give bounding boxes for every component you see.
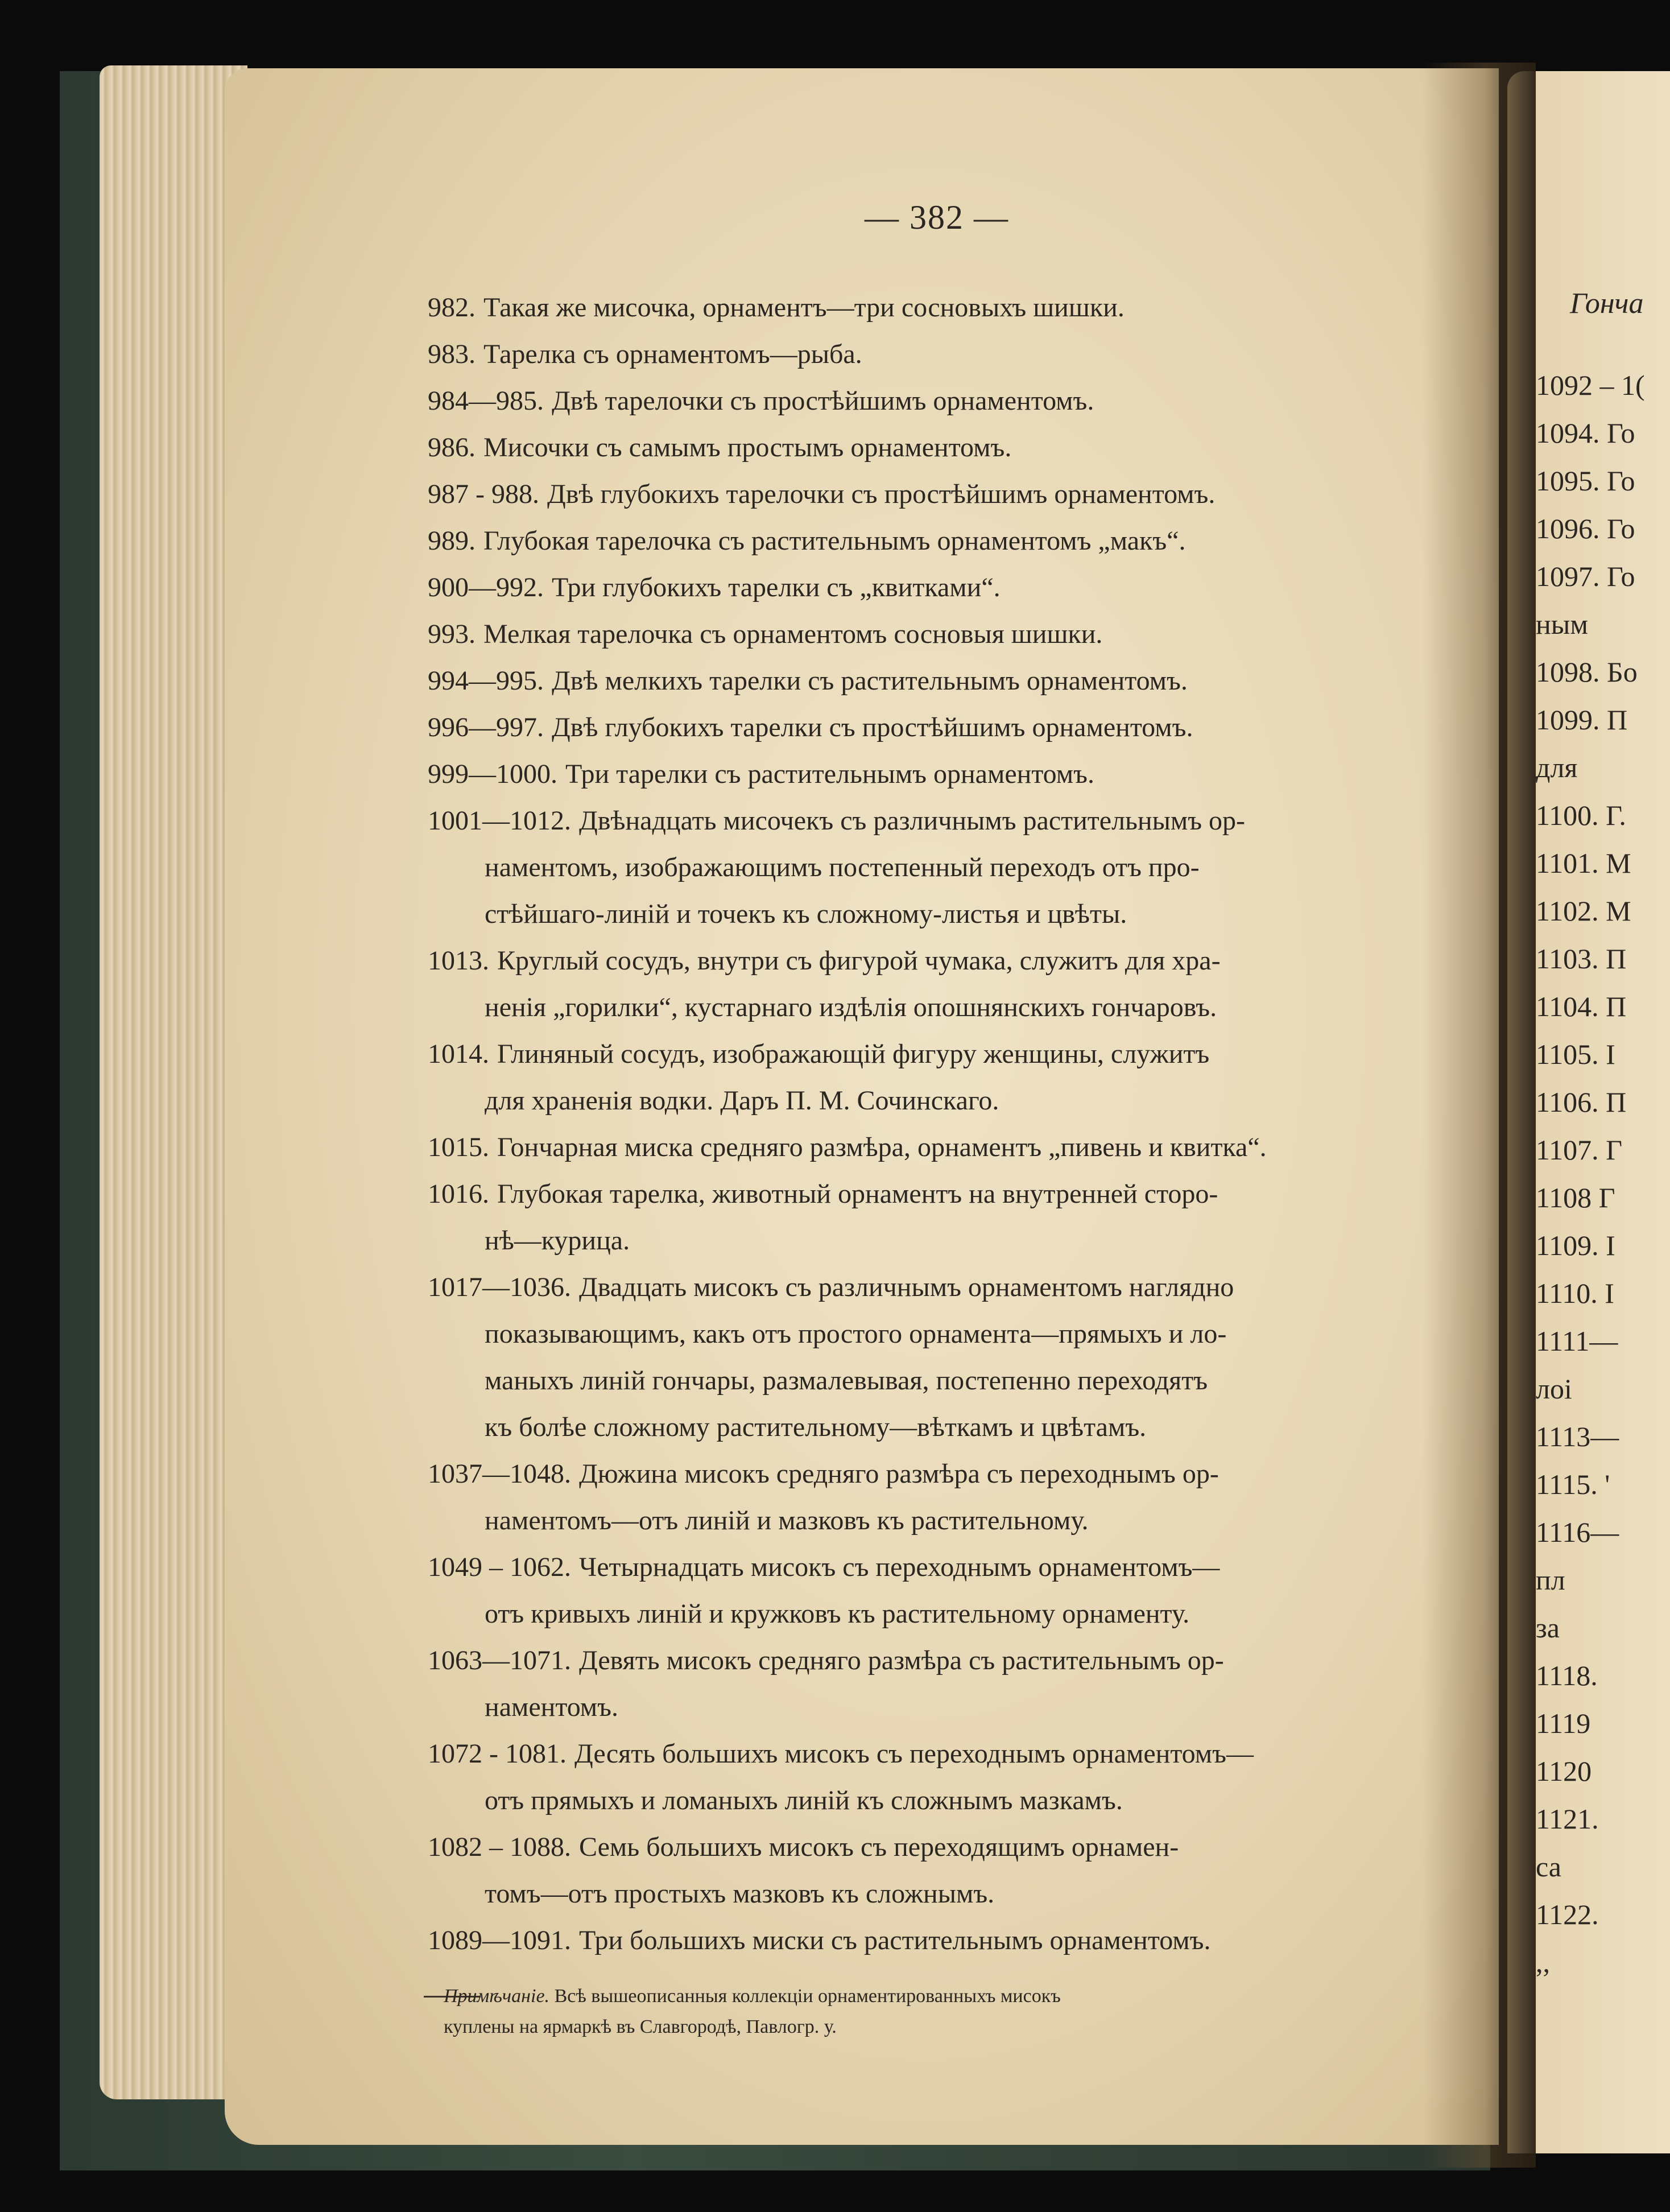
right-page-item: 1115. ' (1536, 1468, 1610, 1500)
footnote-text-1: Всѣ вышеописанныя коллекціи орнаментированныхъ мисокъ (554, 1986, 1061, 2007)
entry-number: 1015. (428, 1132, 489, 1162)
entry-number: 1014. (428, 1039, 489, 1069)
entry-continuation: наментомъ—отъ линій и мазковъ къ растительному. (485, 1505, 1089, 1536)
right-page-item: 1100. Г. (1536, 799, 1626, 831)
entry-number: 900—992. (428, 572, 544, 602)
entry-number: 1001—1012. (428, 806, 571, 836)
entry-continuation: томъ—отъ простыхъ мазковъ къ сложнымъ. (485, 1879, 995, 1909)
right-page-item: 1108 Г (1536, 1182, 1615, 1214)
entry-text: Четырнадцать мисокъ съ переходнымъ орнаментомъ— (579, 1552, 1220, 1582)
right-page-list (1536, 361, 1645, 1986)
right-page-item: 1107. Г (1536, 1134, 1623, 1166)
right-page-item: 1122. (1536, 1899, 1599, 1930)
catalog-entry (428, 1637, 1452, 1731)
right-page-item: за (1536, 1612, 1560, 1644)
catalog-entry (428, 378, 1452, 424)
entry-number: 986. (428, 432, 476, 463)
right-page-header: Гонча (1570, 287, 1644, 320)
entry-text: Три большихъ миски съ растительнымъ орнаментомъ. (579, 1925, 1211, 1955)
entry-text: Такая же мисочка, орнаментъ—три сосновыхъ шишки. (483, 292, 1125, 323)
entry-text: Дюжина мисокъ средняго размѣра съ переходнымъ ор- (579, 1459, 1219, 1489)
catalog-entry (428, 1031, 1452, 1124)
right-page-item: для (1536, 752, 1578, 783)
entry-continuation: отъ кривыхъ линій и кружковъ къ растительному орнаменту. (485, 1599, 1190, 1629)
entry-number: 989. (428, 526, 476, 556)
entry-text: Три глубокихъ тарелки съ „квитками“. (552, 572, 1001, 602)
page-number: — 382 — (865, 199, 1009, 236)
catalog-entry (428, 1264, 1452, 1451)
entry-number: 1082 – 1088. (428, 1832, 571, 1862)
entry-text: Гончарная миска средняго размѣра, орнаментъ „пивень и квитка“. (497, 1132, 1267, 1162)
right-page-item: 1094. Го (1536, 417, 1635, 449)
right-page-item: 1098. Бо (1536, 656, 1638, 688)
entry-text: Глубокая тарелка, животный орнаментъ на внутренней сторо- (497, 1179, 1218, 1209)
entry-text: Круглый сосудъ, внутри съ фигурой чумака, служитъ для хра- (497, 946, 1221, 976)
entry-number: 1089—1091. (428, 1925, 571, 1955)
catalog-entry (428, 798, 1452, 938)
right-page-item: 1097. Го (1536, 560, 1635, 592)
entry-number: 1063—1071. (428, 1645, 571, 1675)
entry-text: Глиняный сосудъ, изображающій фигуру женщины, служитъ (497, 1039, 1210, 1069)
catalog-entry (428, 1171, 1452, 1264)
catalog-entry (428, 1731, 1452, 1824)
right-page-item: 1101. М (1536, 847, 1631, 879)
catalog-entry (428, 938, 1452, 1031)
entry-number: 994—995. (428, 666, 544, 696)
right-page-item: лоі (1536, 1373, 1572, 1405)
entry-number: 1016. (428, 1179, 489, 1209)
catalog-entry (428, 518, 1452, 564)
footnote (444, 1981, 1061, 2042)
right-page-item: са (1536, 1851, 1561, 1883)
catalog-entry (428, 704, 1452, 751)
right-page-item: 1110. І (1536, 1277, 1614, 1309)
catalog-entries (428, 284, 1452, 1964)
catalog-entry (428, 1824, 1452, 1917)
entry-number: 1037—1048. (428, 1459, 571, 1489)
entry-text: Мисочки съ самымъ простымъ орнаментомъ. (483, 432, 1012, 463)
entry-continuation: наментомъ. (485, 1692, 618, 1722)
right-page-item: 1096. Го (1536, 513, 1635, 544)
right-page-item: 1118. (1536, 1660, 1598, 1691)
footnote-line-2: куплены на ярмаркѣ въ Славгородѣ, Павлогр. у. (444, 2016, 837, 2037)
entry-number: 984—985. (428, 386, 544, 416)
right-page-item: 1119 (1536, 1707, 1591, 1739)
entry-number: 996—997. (428, 712, 544, 742)
catalog-entry (428, 424, 1452, 471)
entry-text: Двадцать мисокъ съ различнымъ орнаментомъ наглядно (579, 1272, 1234, 1302)
right-page-item: 1121. (1536, 1803, 1599, 1835)
catalog-entry (428, 564, 1452, 611)
entry-number: 1017—1036. (428, 1272, 571, 1302)
entry-continuation: показывающимъ, какъ отъ простого орнамента—прямыхъ и ло- маныхъ линій гончары, размалевывая, постепенно переходятъ къ болѣе сложному растительному—вѣткамъ и цвѣтамъ. (485, 1319, 1227, 1442)
catalog-entry (428, 331, 1452, 378)
entry-number: 983. (428, 339, 476, 369)
catalog-entry (428, 284, 1452, 331)
right-page-item: 1106. П (1536, 1086, 1627, 1118)
entry-text: Мелкая тарелочка съ орнаментомъ сосновыя шишки. (483, 619, 1103, 649)
entry-number: 982. (428, 292, 476, 323)
entry-text: Десять большихъ мисокъ съ переходнымъ орнаментомъ— (574, 1739, 1254, 1769)
right-page-item: 1092 – 1( (1536, 369, 1645, 401)
catalog-entry (428, 1124, 1452, 1171)
entry-text: Двѣ глубокихъ тарелочки съ простѣйшимъ орнаментомъ. (547, 479, 1216, 509)
right-page-item: 1109. І (1536, 1229, 1615, 1261)
entry-continuation: нѣ—курица. (485, 1225, 630, 1256)
entry-text: Двѣ глубокихъ тарелки съ простѣйшимъ орнаментомъ. (552, 712, 1193, 742)
right-page-item: ,, (1536, 1946, 1550, 1978)
footnote-line-1 (444, 1981, 1061, 2012)
catalog-entry (428, 1451, 1452, 1544)
right-page-item: 1104. П (1536, 991, 1627, 1022)
entry-number: 999—1000. (428, 759, 557, 789)
right-page-item: 1099. П (1536, 704, 1628, 736)
entry-number: 993. (428, 619, 476, 649)
right-page-item: пл (1536, 1564, 1565, 1596)
catalog-entry (428, 611, 1452, 658)
entry-text: Семь большихъ мисокъ съ переходящимъ орнамен- (579, 1832, 1179, 1862)
entry-number: 1072 - 1081. (428, 1739, 567, 1769)
catalog-entry (428, 1917, 1452, 1964)
right-page-item: 1113— (1536, 1421, 1619, 1452)
entry-text: Три тарелки съ растительнымъ орнаментомъ. (565, 759, 1094, 789)
catalog-entry (428, 471, 1452, 518)
entry-text: Двѣ мелкихъ тарелки съ растительнымъ орнаментомъ. (552, 666, 1188, 696)
entry-text: Двѣ тарелочки съ простѣйшимъ орнаментомъ. (552, 386, 1094, 416)
right-page-item: 1120 (1536, 1755, 1592, 1787)
entry-text: Двѣнадцать мисочекъ съ различнымъ растительнымъ ор- (579, 806, 1246, 836)
entry-continuation: отъ прямыхъ и ломаныхъ линій къ сложнымъ мазкамъ. (485, 1785, 1123, 1815)
catalog-entry (428, 658, 1452, 704)
catalog-entry (428, 751, 1452, 798)
entry-number: 987 - 988. (428, 479, 539, 509)
footnote-label: Примѣчаніе. (444, 1986, 550, 2007)
entry-number: 1049 – 1062. (428, 1552, 571, 1582)
right-page-item: 1095. Го (1536, 465, 1635, 497)
right-page-item: 1111— (1536, 1325, 1618, 1357)
right-page-item: 1116— (1536, 1516, 1619, 1548)
entry-text: Девять мисокъ средняго размѣра съ растительнымъ ор- (579, 1645, 1224, 1675)
entry-continuation: ненія „горилки“, кустарнаго издѣлія опошнянскихъ гончаровъ. (485, 992, 1217, 1022)
right-page-item: 1103. П (1536, 943, 1627, 975)
right-page-item: ным (1536, 608, 1588, 640)
right-page-item: 1105. І (1536, 1038, 1615, 1070)
entry-continuation: наментомъ, изображающимъ постепенный переходъ отъ про- стѣйшаго-линій и точекъ къ сложному-листья и цвѣты. (485, 852, 1200, 929)
right-page-item: 1102. М (1536, 895, 1631, 927)
entry-continuation: для храненія водки. Даръ П. М. Сочинскаго. (485, 1086, 999, 1116)
catalog-entry (428, 1544, 1452, 1637)
entry-text: Глубокая тарелочка съ растительнымъ орнаментомъ „макъ“. (483, 526, 1186, 556)
entry-text: Тарелка съ орнаментомъ—рыба. (483, 339, 862, 369)
entry-number: 1013. (428, 946, 489, 976)
